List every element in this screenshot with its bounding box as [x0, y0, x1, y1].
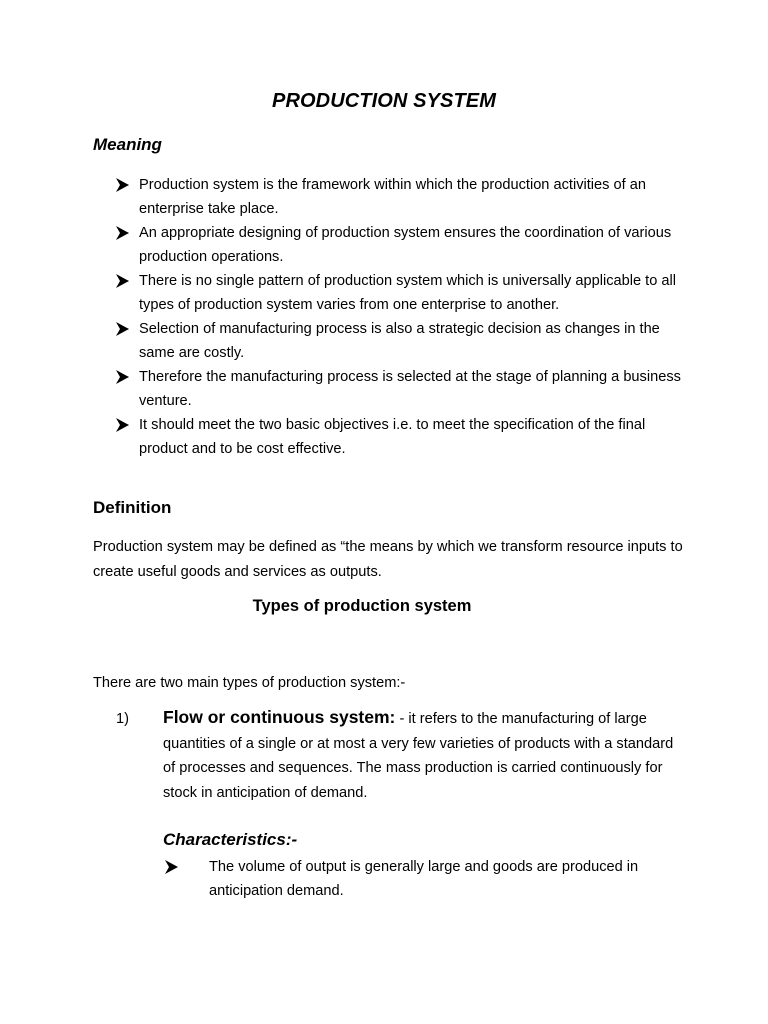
arrow-bullet-icon: [163, 855, 179, 879]
bullet-text: Therefore the manufacturing process is selected at the stage of planning a business venture.: [139, 369, 681, 409]
bullet-text: It should meet the two basic objectives i.e. to meet the specification of the final product and to be cost effective.: [139, 417, 646, 457]
list-item: [163, 855, 683, 903]
arrow-bullet-icon: [114, 317, 130, 341]
bullet-text: The volume of output is generally large and goods are produced in anticipation demand.: [209, 859, 639, 899]
definition-text: Production system may be defined as “the means by which we transform resource inputs to create useful goods and services as outputs.: [93, 539, 683, 580]
bullet-text: An appropriate designing of production system ensures the coordination of various production operations.: [139, 225, 672, 265]
characteristics-bullet-list: [163, 855, 683, 903]
list-item: [114, 365, 694, 413]
arrow-bullet-icon: [114, 173, 130, 197]
bullet-text: Selection of manufacturing process is also a strategic decision as changes in the same are costly.: [139, 321, 660, 361]
types-heading: Types of production system: [252, 597, 472, 615]
bullet-text: There is no single pattern of production system which is universally applicable to all types of production system varies from one enterprise to another.: [139, 273, 676, 313]
characteristics-heading: Characteristics:-: [163, 830, 298, 849]
flow-system-description: it refers to the manufacturing of large quantities of a single or at most a very few varieties of products with a standard of processes and sequences. The mass production is carried continuously for stock in anticipation of demand.: [163, 711, 674, 801]
flow-system-term: Flow or continuous system:: [163, 707, 396, 727]
list-item: [114, 317, 694, 365]
flow-system-item: [163, 705, 683, 805]
term-separator: -: [395, 711, 409, 727]
list-item: [114, 173, 694, 221]
arrow-bullet-icon: [114, 365, 130, 389]
bullet-text: Production system is the framework within which the production activities of an enterprise take place.: [139, 177, 646, 217]
arrow-bullet-icon: [114, 221, 130, 245]
arrow-bullet-icon: [114, 413, 130, 437]
list-item: [114, 413, 694, 461]
list-number: 1): [116, 711, 129, 727]
types-intro: There are two main types of production system:-: [93, 675, 406, 691]
list-item: [114, 221, 694, 269]
definition-heading: Definition: [93, 498, 172, 517]
arrow-bullet-icon: [114, 269, 130, 293]
list-item: [114, 269, 694, 317]
meaning-heading: Meaning: [93, 135, 162, 154]
page-title: PRODUCTION SYSTEM: [272, 90, 496, 112]
meaning-bullet-list: [114, 173, 694, 461]
